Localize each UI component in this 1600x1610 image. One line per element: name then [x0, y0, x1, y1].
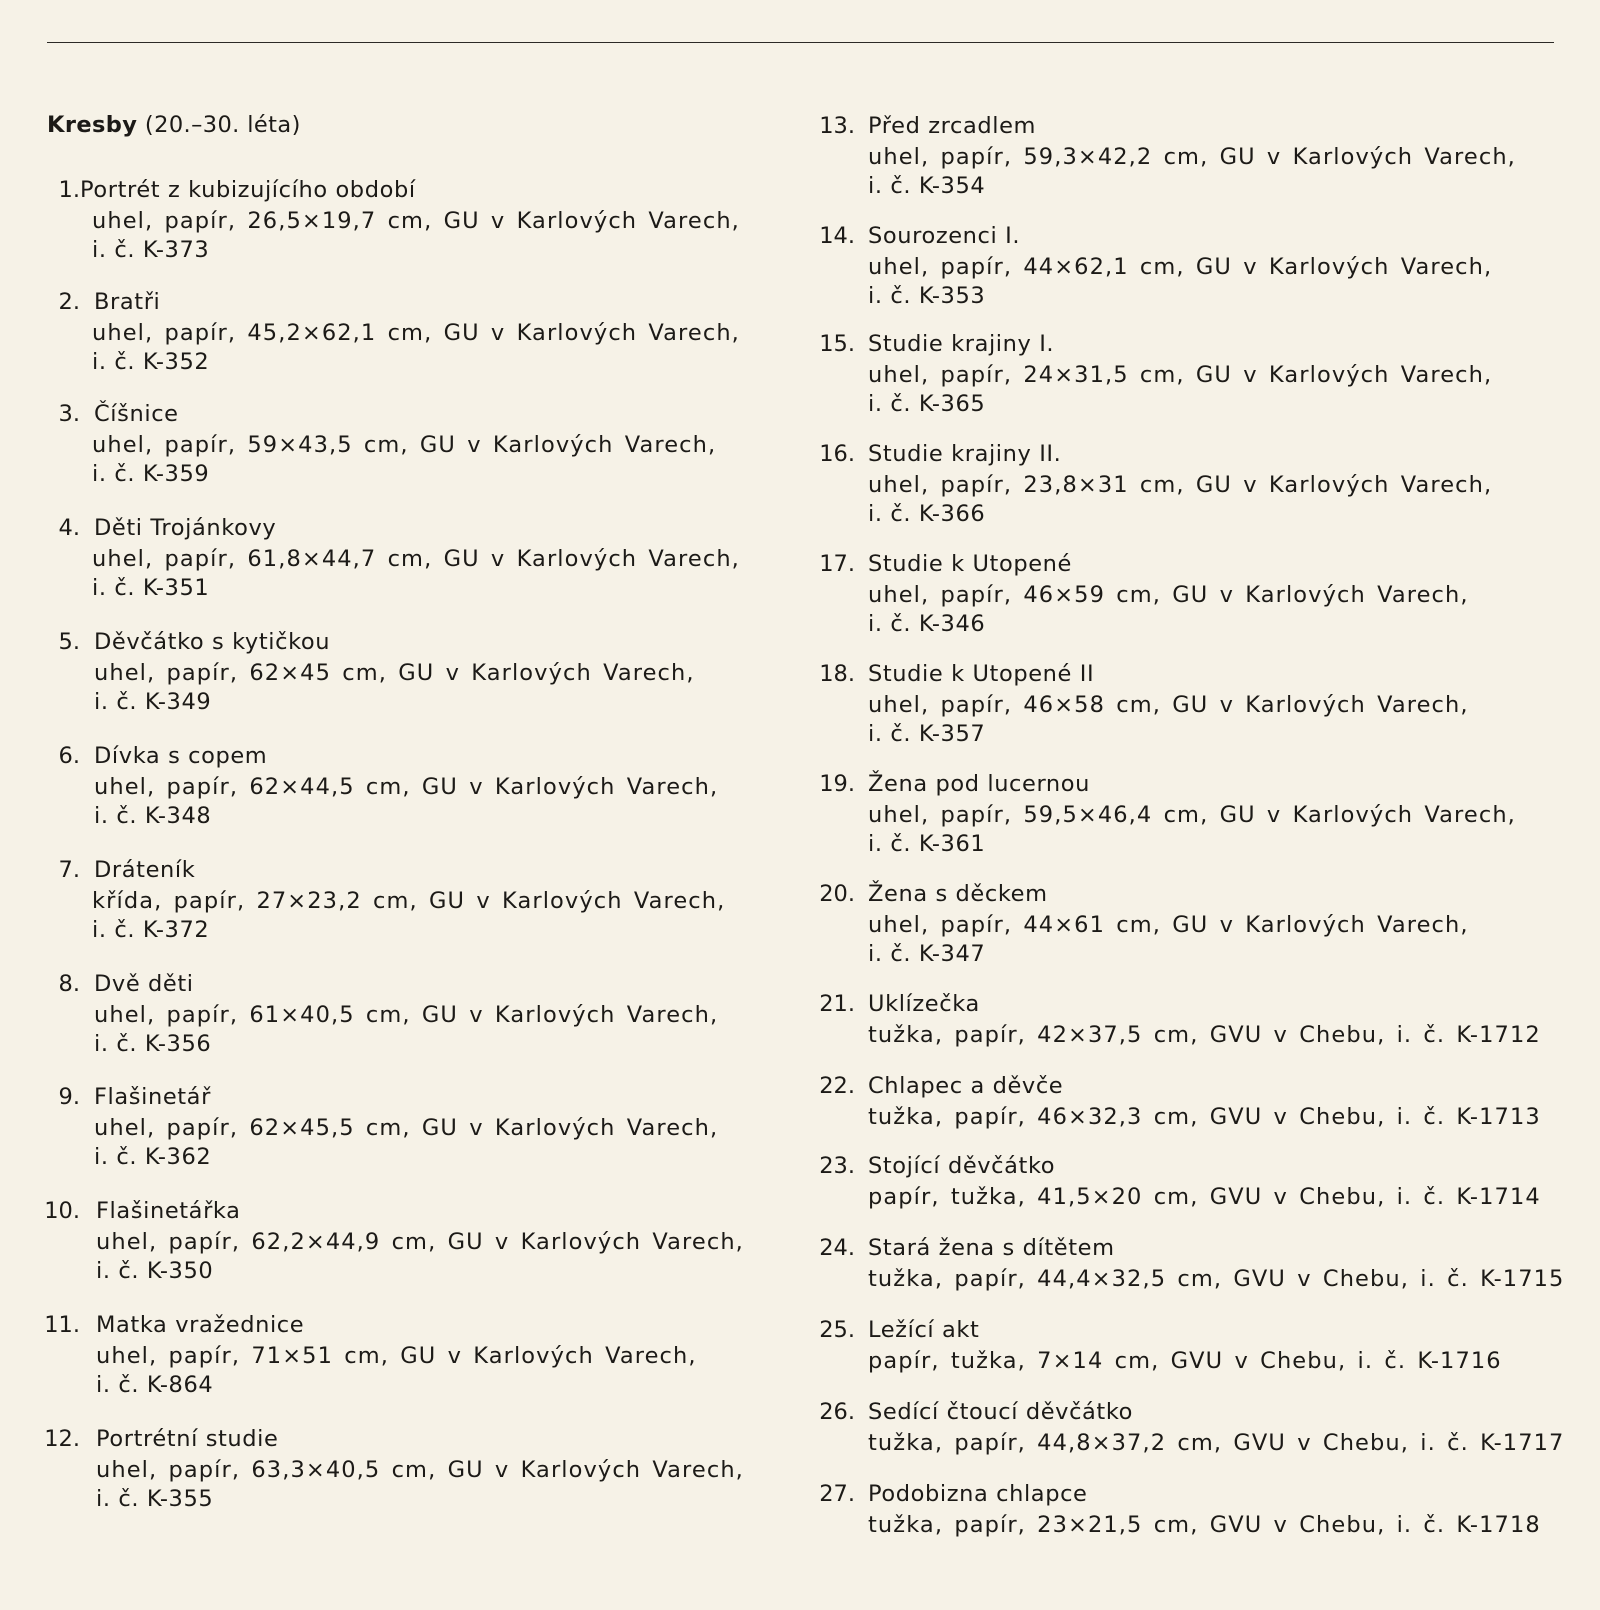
- item-description: tužka, papír, 44,4×32,5 cm, GVU v Chebu, i. č. K-1715: [868, 1266, 1565, 1292]
- item-inventory-number: i. č. K-347: [868, 941, 986, 967]
- item-number: 26.: [819, 1399, 855, 1425]
- item-title: Žena pod lucernou: [868, 771, 1091, 797]
- item-number: 13.: [819, 113, 855, 139]
- item-description: uhel, papír, 61×40,5 cm, GU v Karlových Varech,: [94, 1002, 719, 1028]
- item-title: Uklízečka: [868, 991, 980, 1017]
- item-description: uhel, papír, 59,5×46,4 cm, GU v Karlových Varech,: [868, 802, 1516, 828]
- item-description: papír, tužka, 7×14 cm, GVU v Chebu, i. č. K-1716: [868, 1348, 1502, 1374]
- item-number: 25.: [819, 1317, 855, 1343]
- item-inventory-number: i. č. K-349: [94, 689, 212, 715]
- item-number: 11.: [44, 1312, 80, 1338]
- item-number: 19.: [819, 771, 855, 797]
- item-description: uhel, papír, 62,2×44,9 cm, GU v Karlových Varech,: [96, 1229, 744, 1255]
- item-title: Flašinetář: [94, 1084, 211, 1110]
- item-inventory-number: i. č. K-353: [868, 283, 986, 309]
- item-inventory-number: i. č. K-361: [868, 831, 986, 857]
- item-title: Studie k Utopené: [868, 551, 1072, 577]
- item-inventory-number: i. č. K-372: [92, 917, 210, 943]
- item-inventory-number: i. č. K-351: [92, 575, 210, 601]
- item-number: 10.: [44, 1198, 80, 1224]
- item-number: 8.: [58, 971, 80, 997]
- item-inventory-number: i. č. K-346: [868, 611, 986, 637]
- item-description: tužka, papír, 42×37,5 cm, GVU v Chebu, i. č. K-1712: [868, 1022, 1541, 1048]
- item-title: Chlapec a děvče: [868, 1073, 1064, 1099]
- item-description: uhel, papír, 44×61 cm, GU v Karlových Varech,: [868, 912, 1469, 938]
- item-description: tužka, papír, 44,8×37,2 cm, GVU v Chebu, i. č. K-1717: [868, 1430, 1565, 1456]
- item-number: 2.: [58, 289, 80, 315]
- item-title: Číšnice: [94, 401, 179, 427]
- item-inventory-number: i. č. K-366: [868, 501, 986, 527]
- item-inventory-number: i. č. K-356: [94, 1031, 212, 1057]
- item-description: uhel, papír, 59×43,5 cm, GU v Karlových Varech,: [92, 432, 717, 458]
- item-description: uhel, papír, 46×59 cm, GU v Karlových Varech,: [868, 582, 1469, 608]
- item-number: 1.: [58, 177, 80, 203]
- item-description: papír, tužka, 41,5×20 cm, GVU v Chebu, i. č. K-1714: [868, 1184, 1541, 1210]
- item-number: 15.: [819, 331, 855, 357]
- item-number: 20.: [819, 881, 855, 907]
- item-title: Ležící akt: [868, 1317, 980, 1343]
- item-title: Děti Trojánkovy: [94, 515, 277, 541]
- item-title: Děvčátko s kytičkou: [94, 629, 331, 655]
- item-description: uhel, papír, 26,5×19,7 cm, GU v Karlových Varech,: [92, 208, 740, 234]
- item-title: Stará žena s dítětem: [868, 1235, 1115, 1261]
- item-number: 24.: [819, 1235, 855, 1261]
- item-description: křída, papír, 27×23,2 cm, GU v Karlových Varech,: [92, 888, 726, 914]
- item-number: 7.: [58, 857, 80, 883]
- item-title: Studie krajiny I.: [868, 331, 1055, 357]
- item-description: uhel, papír, 45,2×62,1 cm, GU v Karlových Varech,: [92, 320, 740, 346]
- item-title: Flašinetářka: [96, 1198, 241, 1224]
- item-description: uhel, papír, 59,3×42,2 cm, GU v Karlových Varech,: [868, 144, 1516, 170]
- item-title: Dráteník: [94, 857, 196, 883]
- item-number: 6.: [58, 743, 80, 769]
- item-inventory-number: i. č. K-362: [94, 1144, 212, 1170]
- item-title: Studie k Utopené II: [868, 661, 1095, 687]
- item-title: Bratři: [94, 289, 161, 315]
- item-description: uhel, papír, 62×44,5 cm, GU v Karlových Varech,: [94, 774, 719, 800]
- item-title: Matka vražednice: [96, 1312, 305, 1338]
- heading-bold: Kresby: [47, 112, 138, 138]
- item-inventory-number: i. č. K-348: [94, 803, 212, 829]
- item-description: uhel, papír, 44×62,1 cm, GU v Karlových Varech,: [868, 254, 1493, 280]
- item-inventory-number: i. č. K-354: [868, 173, 986, 199]
- item-title: Studie krajiny II.: [868, 441, 1062, 467]
- item-inventory-number: i. č. K-350: [96, 1258, 214, 1284]
- section-heading: [47, 112, 301, 138]
- item-number: 4.: [58, 515, 80, 541]
- item-title: Sedící čtoucí děvčátko: [868, 1399, 1134, 1425]
- item-inventory-number: i. č. K-365: [868, 391, 986, 417]
- item-inventory-number: i. č. K-355: [96, 1486, 214, 1512]
- item-number: 21.: [819, 991, 855, 1017]
- top-rule: [47, 42, 1554, 43]
- heading-subtitle: (20.–30. léta): [144, 112, 301, 138]
- item-number: 14.: [819, 223, 855, 249]
- item-number: 12.: [44, 1426, 80, 1452]
- item-title: Před zrcadlem: [868, 113, 1037, 139]
- item-number: 17.: [819, 551, 855, 577]
- item-inventory-number: i. č. K-373: [92, 237, 210, 263]
- item-number: 22.: [819, 1073, 855, 1099]
- item-description: uhel, papír, 61,8×44,7 cm, GU v Karlových Varech,: [92, 546, 740, 572]
- item-title: Portrétní studie: [96, 1426, 279, 1452]
- item-title: Žena s děckem: [868, 881, 1048, 907]
- item-description: uhel, papír, 46×58 cm, GU v Karlových Varech,: [868, 692, 1469, 718]
- item-number: 5.: [58, 629, 80, 655]
- item-number: 18.: [819, 661, 855, 687]
- item-number: 16.: [819, 441, 855, 467]
- item-title: Portrét z kubizujícího období: [80, 177, 416, 203]
- item-number: 9.: [58, 1084, 80, 1110]
- item-title: Dvě děti: [94, 971, 194, 997]
- item-description: uhel, papír, 62×45 cm, GU v Karlových Varech,: [94, 660, 695, 686]
- item-description: tužka, papír, 23×21,5 cm, GVU v Chebu, i. č. K-1718: [868, 1512, 1541, 1538]
- item-description: uhel, papír, 23,8×31 cm, GU v Karlových Varech,: [868, 472, 1493, 498]
- item-number: 23.: [819, 1153, 855, 1179]
- item-description: uhel, papír, 71×51 cm, GU v Karlových Varech,: [96, 1343, 697, 1369]
- item-description: uhel, papír, 63,3×40,5 cm, GU v Karlových Varech,: [96, 1457, 744, 1483]
- item-title: Podobizna chlapce: [868, 1481, 1088, 1507]
- item-description: uhel, papír, 24×31,5 cm, GU v Karlových Varech,: [868, 362, 1493, 388]
- item-inventory-number: i. č. K-864: [96, 1372, 214, 1398]
- item-number: 27.: [819, 1481, 855, 1507]
- item-title: Stojící děvčátko: [868, 1153, 1056, 1179]
- item-inventory-number: i. č. K-359: [92, 461, 210, 487]
- item-description: uhel, papír, 62×45,5 cm, GU v Karlových Varech,: [94, 1115, 719, 1141]
- item-inventory-number: i. č. K-352: [92, 349, 210, 375]
- item-title: Sourozenci I.: [868, 223, 1021, 249]
- item-title: Dívka s copem: [94, 743, 268, 769]
- item-number: 3.: [58, 401, 80, 427]
- item-inventory-number: i. č. K-357: [868, 721, 986, 747]
- item-description: tužka, papír, 46×32,3 cm, GVU v Chebu, i. č. K-1713: [868, 1104, 1541, 1130]
